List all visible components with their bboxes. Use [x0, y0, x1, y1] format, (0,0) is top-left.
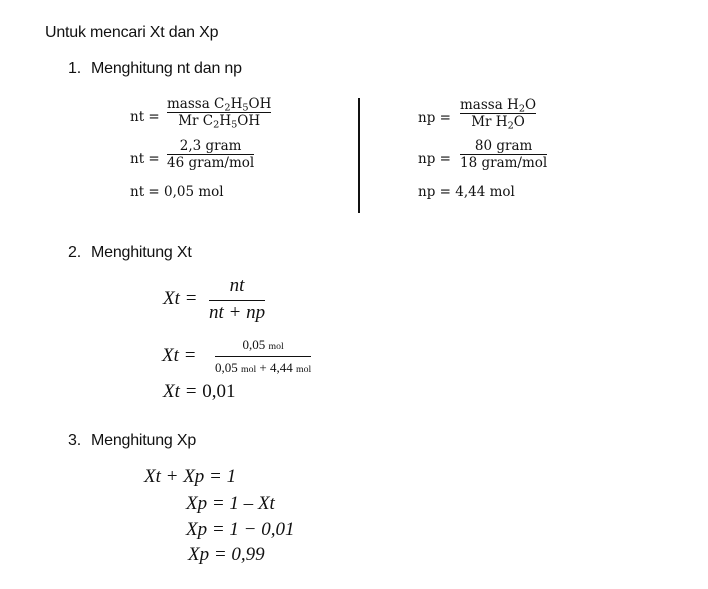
xt-lhs-2: Xt =: [162, 345, 197, 366]
xt-formula-numerator: nt: [229, 275, 245, 296]
nt-formula-denominator: Mr $C_2H_5OH$: [178, 113, 261, 131]
nt-fraction-values: [167, 138, 254, 171]
np-label-1: np =: [418, 110, 451, 126]
np-formula-denominator: Mr $H_2O$: [471, 114, 525, 132]
xt-fraction-formula: [209, 275, 265, 324]
xt-values-numerator: 0,05 mol: [242, 337, 284, 352]
vertical-divider: [358, 98, 360, 213]
step-2-number: 2.: [68, 244, 81, 261]
nt-label-1: nt =: [130, 109, 160, 125]
np-result: np = 4,44 mol: [418, 184, 515, 200]
xt-formula-denominator: nt + np: [209, 302, 266, 323]
np-values-denominator: 18 gram/mol: [460, 155, 548, 171]
nt-result: nt = 0,05 mol: [130, 184, 224, 200]
step-2-title: Menghitung Xt: [91, 244, 192, 261]
step-3-title: Menghitung Xp: [91, 432, 197, 449]
xp-line-3: Xp = 1 − 0,01: [186, 519, 295, 540]
step-1-title: Menghitung nt dan np: [91, 60, 242, 77]
np-fraction-formula: [460, 97, 536, 130]
nt-values-numerator: 2,3 gram: [179, 138, 242, 154]
page-heading: Untuk mencari Xt dan Xp: [45, 24, 219, 41]
np-fraction-values: [460, 138, 547, 171]
step-3-number: 3.: [68, 432, 81, 449]
xt-fraction-values: [215, 337, 311, 376]
nt-fraction-formula: [167, 96, 271, 129]
nt-formula-numerator: massa $C_2H_5OH$: [167, 96, 272, 114]
xp-line-2: Xp = 1 – Xt: [186, 493, 275, 514]
xp-line-1: Xt + Xp = 1: [144, 466, 237, 487]
nt-values-denominator: 46 gram/mol: [167, 155, 255, 171]
xt-values-denominator: 0,05 mol + 4,44 mol: [215, 360, 312, 375]
xt-lhs-1: Xt =: [163, 288, 198, 309]
xp-line-4: Xp = 0,99: [188, 544, 265, 565]
xt-result: Xt = 0,01: [163, 381, 236, 402]
nt-label-2: nt =: [130, 151, 160, 167]
np-values-numerator: 80 gram: [474, 138, 533, 154]
np-label-2: np =: [418, 151, 451, 167]
np-formula-numerator: massa $H_2O$: [460, 97, 537, 115]
step-1-number: 1.: [68, 60, 81, 77]
